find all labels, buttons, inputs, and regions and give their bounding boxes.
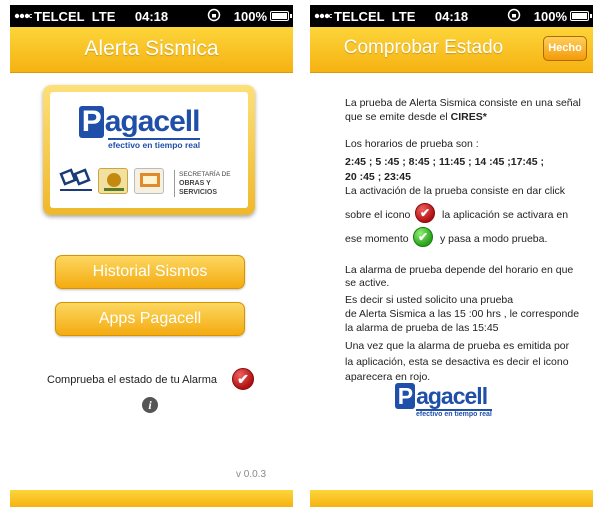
- text-line: se active.: [345, 277, 390, 289]
- check-circle-red-icon[interactable]: ✔: [232, 368, 254, 390]
- carrier-label: TELCEL LTE: [34, 9, 116, 24]
- text-line: Los horarios de prueba son :: [345, 138, 479, 150]
- pagacell-wordmark: [78, 106, 200, 138]
- check-status-label: Comprueba el estado de tu Alarma: [47, 374, 217, 386]
- battery-percentage: 100%: [533, 9, 567, 24]
- text-line: que se emite desde el CIRES*: [345, 111, 487, 123]
- text-line: Una vez que la alarma de prueba es emitida por: [345, 340, 570, 352]
- text-line: de Alerta Sismica a las 15 :00 hrs , le corresponde: [345, 308, 580, 320]
- secretaria-text: [174, 170, 244, 197]
- pagacell-tagline: efectivo en tiempo real: [108, 140, 201, 150]
- info-icon[interactable]: i: [142, 397, 158, 413]
- rotation-lock-icon: [507, 8, 521, 25]
- bottom-bar: [310, 490, 593, 507]
- text-line: La prueba de Alerta Sismica consiste en una señal: [345, 97, 581, 109]
- hecho-button[interactable]: Hecho: [543, 36, 587, 61]
- pagacell-logo: [390, 383, 492, 418]
- battery-icon: [570, 11, 589, 21]
- text-line: y pasa a modo prueba.: [440, 233, 548, 245]
- pagacell-logo: [78, 106, 200, 150]
- pagacell-name: agacell: [416, 383, 488, 409]
- historial-sismos-button[interactable]: Historial Sismos: [55, 255, 245, 289]
- partner-logo-icon: [134, 168, 164, 194]
- screen-alerta-sismica: [10, 5, 293, 507]
- screen-comprobar-estado: [310, 5, 593, 507]
- text-line: la aplicación, esta se desactiva es decir el icono: [345, 356, 569, 368]
- battery-percentage: 100%: [233, 9, 267, 24]
- status-bar: [310, 5, 593, 27]
- text-line: sobre el icono: [345, 209, 411, 221]
- secretaria-line1: SECRETARÍA DE: [179, 171, 231, 178]
- partner-logos: [58, 168, 244, 198]
- pagacell-initial: P: [395, 383, 415, 409]
- pagacell-logo-card: [43, 85, 255, 215]
- nav-bar: [310, 27, 593, 73]
- text-line: Es decir si usted solicito una prueba: [345, 294, 514, 306]
- text-line: ese momento: [345, 233, 409, 245]
- text-line: La alarma de prueba depende del horario en que: [345, 264, 574, 276]
- page-title: Alerta Sismica: [84, 37, 219, 60]
- cires-label: CIRES*: [450, 111, 487, 123]
- check-circle-green-icon: ✔: [413, 227, 433, 247]
- partner-logo-icon: [98, 168, 128, 194]
- page-title: Comprobar Estado: [343, 37, 504, 58]
- test-times-line: 20 :45 ; 23:45: [345, 171, 411, 183]
- status-time: 04:18: [434, 9, 469, 24]
- carrier-label: TELCEL LTE: [334, 9, 416, 24]
- test-times-line: 2:45 ; 5 :45 ; 8:45 ; 11:45 ; 14 :45 ;17:45 ;: [345, 156, 545, 168]
- pagacell-initial: P: [79, 106, 104, 138]
- apps-pagacell-button[interactable]: Apps Pagacell: [55, 302, 245, 336]
- pagacell-wordmark: [390, 383, 492, 409]
- pagacell-name: agacell: [104, 105, 200, 138]
- battery-icon: [270, 11, 289, 21]
- text-line: La activación de la prueba consiste en dar click: [345, 185, 566, 197]
- text-line: la aplicación se activara en: [442, 209, 569, 221]
- bottom-bar: [10, 490, 293, 507]
- rotation-lock-icon: [207, 8, 221, 25]
- version-label: v 0.0.3: [236, 469, 267, 480]
- nav-bar: [10, 27, 293, 73]
- text-line: la alarma de prueba de las 15:45: [345, 322, 499, 334]
- pagacell-tagline: efectivo en tiempo real: [416, 411, 492, 418]
- secretaria-line2: OBRAS Y SERVICIOS: [179, 180, 217, 196]
- text-line: aparecera en rojo.: [345, 371, 431, 383]
- logo-card-inner: [50, 92, 248, 208]
- check-circle-red-icon: ✔: [415, 203, 435, 223]
- status-bar: [10, 5, 293, 27]
- partner-logo-icon: [58, 168, 94, 194]
- status-time: 04:18: [134, 9, 169, 24]
